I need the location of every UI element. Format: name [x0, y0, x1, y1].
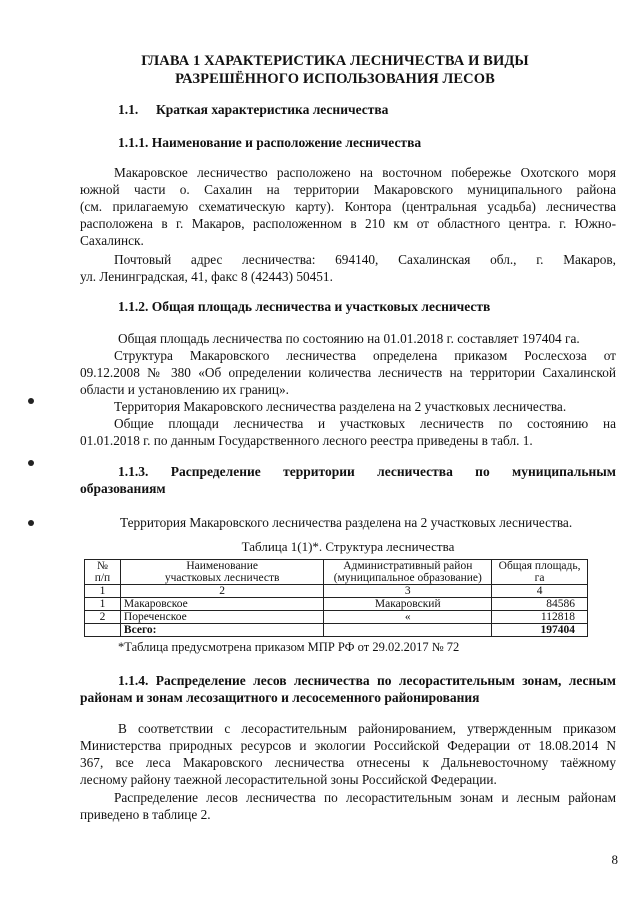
table-cell: Макаровское — [120, 598, 323, 611]
heading-line: 1.1.3. Распределение территории лесничества по муниципальным — [118, 464, 616, 479]
total-label: Всего: — [120, 624, 323, 637]
table-cell: 4 — [492, 585, 588, 598]
paragraph-line: приведено в таблице 2. — [80, 807, 211, 822]
table-cell — [324, 624, 492, 637]
paragraph-line: 367, все леса Макаровского лесничества отнесены к Дальневосточному таёжному — [80, 755, 616, 770]
paragraph-line: лесному району таежной лесорастительной зоны Российской Федерации. — [80, 772, 497, 787]
table-cell: Пореченское — [120, 611, 323, 624]
paragraph-line: южной части о. Сахалин на территории Макаровского муниципального района — [80, 182, 616, 197]
table-numbering-row — [85, 585, 588, 598]
table-cell: 84586 — [492, 598, 588, 611]
paragraph-line: ул. Ленинградская, 41, факс 8 (42443) 50451. — [80, 269, 333, 284]
header-district: Административный район (муниципальное образование) — [324, 560, 492, 585]
heading-line: 1.1.4. Распределение лесов лесничества по лесорастительным зонам, лесным — [118, 673, 616, 688]
table-cell: 1 — [85, 598, 121, 611]
total-value: 197404 — [492, 624, 588, 637]
table-row — [85, 611, 588, 624]
paragraph-line: расположена в г. Макаров, расположенном в 210 км от областного центра. г. Южно- — [80, 216, 616, 231]
paragraph-structure — [80, 347, 616, 398]
section-1-1-number: 1.1. — [118, 102, 139, 117]
header-name: Наименование участковых лесничеств — [120, 560, 323, 585]
paragraph-areas — [80, 415, 616, 449]
paragraph-line: Общие площади лесничества и участковых лесничеств по состоянию на — [114, 416, 616, 431]
table-cell: « — [324, 611, 492, 624]
paragraph-division: Территория Макаровского лесничества разделена на 2 участковых лесничества. — [114, 399, 567, 414]
paragraph-line: Макаровское лесничество расположено на восточном побережье Охотского моря — [114, 165, 616, 180]
paragraph-line: Структура Макаровского лесничества определена приказом Рослесхоза от — [114, 348, 616, 363]
section-1-1-3-heading — [80, 463, 616, 497]
table-cell: 2 — [120, 585, 323, 598]
paragraph-line: области и установлению их границ». — [80, 382, 289, 397]
paragraph-zoning — [80, 720, 616, 788]
paragraph-line: 09.12.2008 № 380 «Об определении количества лесничеств на территории Сахалинской — [80, 365, 616, 380]
table-row — [85, 598, 588, 611]
chapter-title-line-1: ГЛАВА 1 ХАРАКТЕРИСТИКА ЛЕСНИЧЕСТВА И ВИДЫ — [141, 53, 529, 69]
paragraph-line: 01.01.2018 г. по данным Государственного лесного реестра приведены в табл. 1. — [80, 433, 533, 448]
punch-hole-mark — [28, 460, 34, 466]
punch-hole-mark — [28, 398, 34, 404]
paragraph-total-area: Общая площадь лесничества по состоянию на 01.01.2018 г. составляет 197404 га. — [118, 331, 580, 346]
heading-line: районам и зонам лесозащитного и лесосеменного районирования — [80, 690, 480, 705]
chapter-title — [80, 52, 590, 88]
section-1-1-1-heading: 1.1.1. Наименование и расположение лесничества — [118, 135, 422, 150]
table-cell: 3 — [324, 585, 492, 598]
table-caption: Таблица 1(1)*. Структура лесничества — [241, 539, 455, 554]
chapter-title-line-2: РАЗРЕШЁННОГО ИСПОЛЬЗОВАНИЯ ЛЕСОВ — [175, 71, 495, 87]
section-1-1-2-heading: 1.1.2. Общая площадь лесничества и участковых лесничеств — [118, 299, 491, 314]
paragraph-line: В соответствии с лесорастительным районированием, утвержденным приказом — [118, 721, 616, 736]
table-cell — [85, 624, 121, 637]
paragraph-division-repeat: Территория Макаровского лесничества разделена на 2 участковых лесничества. — [120, 515, 573, 530]
paragraph-table2 — [80, 789, 616, 823]
header-area: Общая площадь, га — [492, 560, 588, 585]
paragraph-line: (см. прилагаемую схематическую карту). Контора (центральная усадьба) лесничества — [80, 199, 616, 214]
header-no: № п/п — [85, 560, 121, 585]
table-cell: 2 — [85, 611, 121, 624]
table-cell: 1 — [85, 585, 121, 598]
paragraph-location — [80, 164, 616, 249]
paragraph-address — [80, 251, 616, 285]
page-number: 8 — [611, 852, 618, 867]
forestry-structure-table — [84, 559, 588, 637]
section-1-1-title: Краткая характеристика лесничества — [156, 102, 389, 117]
table-header-row — [85, 560, 588, 585]
paragraph-line: Распределение лесов лесничества по лесорастительным зонам и лесным районам — [114, 790, 616, 805]
paragraph-line: Министерства природных ресурсов и экологии Российской Федерации от 18.08.2014 N — [80, 738, 616, 753]
heading-line: образованиям — [80, 481, 166, 496]
table-total-row — [85, 624, 588, 637]
table-footnote: *Таблица предусмотрена приказом МПР РФ от 29.02.2017 № 72 — [118, 640, 460, 654]
paragraph-line: Почтовый адрес лесничества: 694140, Сахалинская обл., г. Макаров, — [114, 252, 616, 267]
section-1-1-4-heading — [80, 672, 616, 706]
paragraph-line: Сахалинск. — [80, 233, 144, 248]
table-cell: Макаровский — [324, 598, 492, 611]
table-cell: 112818 — [492, 611, 588, 624]
punch-hole-mark — [28, 520, 34, 526]
